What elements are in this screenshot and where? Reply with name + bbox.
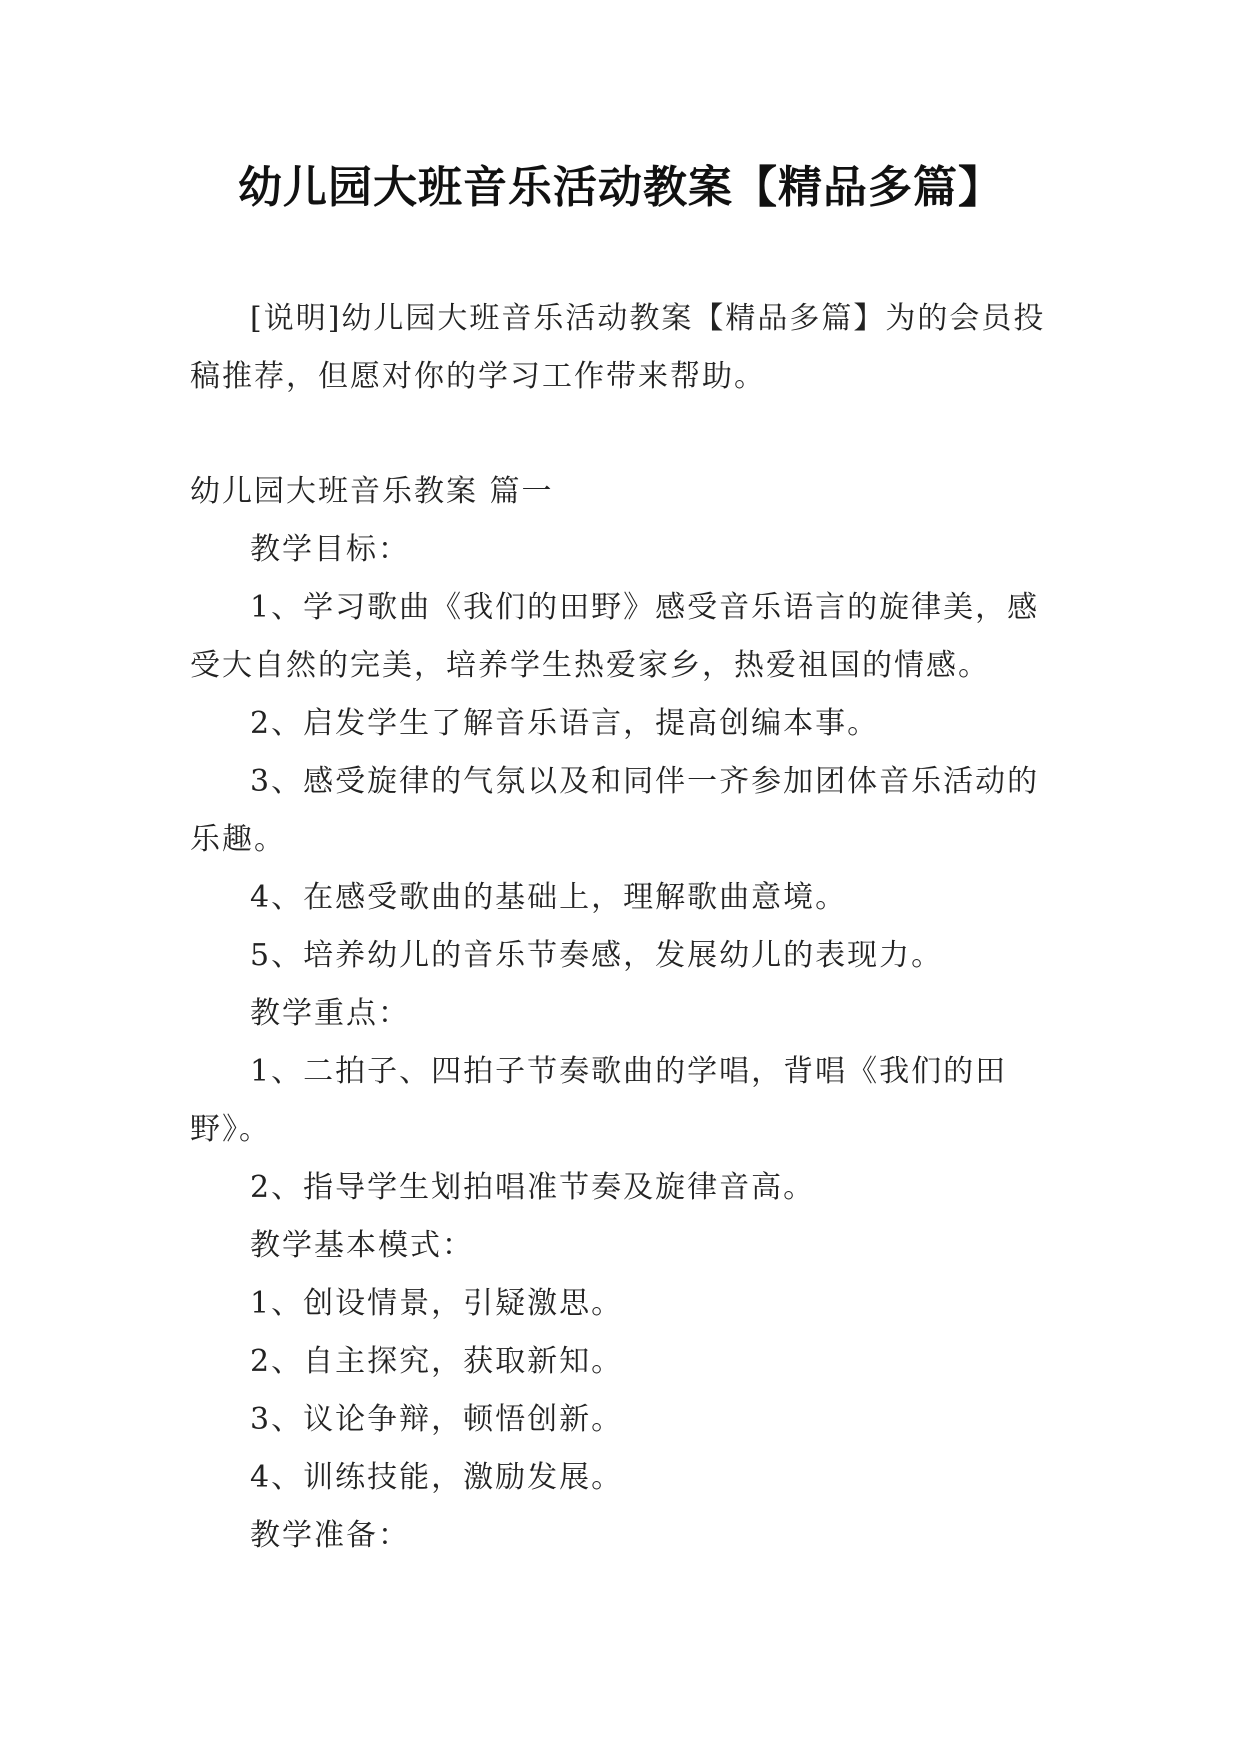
- paragraph-goal-3: 3、感受旋律的气氛以及和同伴一齐参加团体音乐活动的乐趣。: [190, 764, 1040, 857]
- paragraph-key-points-heading: 教学重点：: [250, 996, 410, 1031]
- paragraph-mode-4: 4、训练技能，激励发展。: [250, 1460, 624, 1495]
- paragraph-teaching-goals-heading: 教学目标：: [250, 532, 410, 567]
- paragraph-mode-1: 1、创设情景，引疑激思。: [250, 1286, 624, 1321]
- paragraph-key-point-1: 1、二拍子、四拍子节奏歌曲的学唱，背唱《我们的田野》。: [190, 1054, 1008, 1147]
- intro-block: [190, 290, 1070, 406]
- paragraph-goal-4: 4、在感受歌曲的基础上，理解歌曲意境。: [250, 880, 848, 915]
- document-title: 幼儿园大班音乐活动教案【精品多篇】: [238, 162, 1003, 213]
- paragraph-preparation-heading: 教学准备：: [250, 1518, 410, 1553]
- paragraph-key-point-2: 2、指导学生划拍唱准节奏及旋律音高。: [250, 1170, 816, 1205]
- paragraph-basic-mode-heading: 教学基本模式：: [250, 1228, 474, 1263]
- paragraph-goal-1: 1、学习歌曲《我们的田野》感受音乐语言的旋律美，感受大自然的完美，培养学生热爱家乡，热爱祖国的情感。: [190, 590, 1040, 683]
- paragraph-goal-5: 5、培养幼儿的音乐节奏感，发展幼儿的表现力。: [250, 938, 944, 973]
- content-block: [190, 463, 1070, 1565]
- paragraph-mode-3: 3、议论争辩，顿悟创新。: [250, 1402, 624, 1437]
- paragraph-mode-2: 2、自主探究，获取新知。: [250, 1344, 624, 1379]
- section-heading: 幼儿园大班音乐教案 篇一: [190, 474, 554, 509]
- intro-paragraph: [说明]幼儿园大班音乐活动教案【精品多篇】为的会员投稿推荐，但愿对你的学习工作带来帮助。: [190, 301, 1046, 394]
- paragraph-goal-2: 2、启发学生了解音乐语言，提高创编本事。: [250, 706, 880, 741]
